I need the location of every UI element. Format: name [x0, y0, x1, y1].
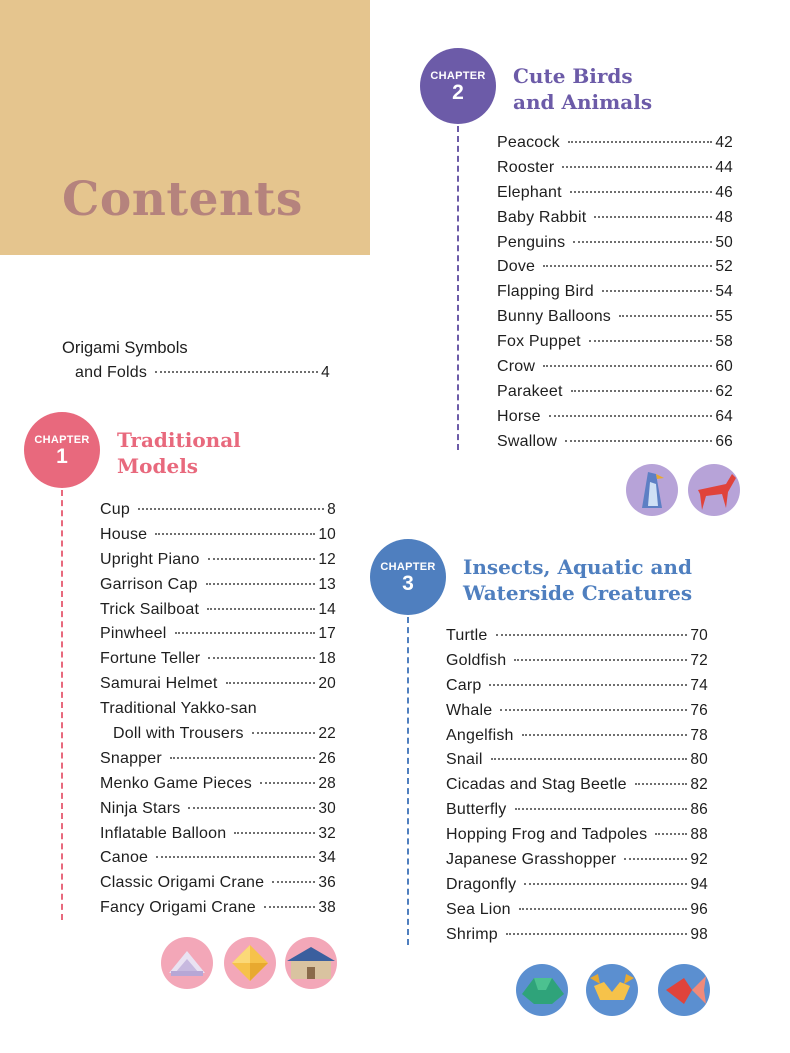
leader-dots	[155, 370, 318, 373]
chapter-word: CHAPTER	[430, 70, 486, 82]
toc-entry[interactable]	[100, 498, 336, 523]
leader-dots	[519, 907, 688, 910]
toc-entry[interactable]	[100, 697, 336, 722]
leader-dots	[515, 807, 688, 810]
samurai-helmet-icon	[161, 937, 213, 989]
toc-entry-label: Snapper	[100, 749, 162, 767]
toc-entry[interactable]	[497, 305, 733, 330]
toc-entry-page: 64	[715, 407, 733, 425]
leader-dots	[562, 165, 712, 168]
toc-entry[interactable]	[446, 898, 708, 923]
toc-entry-page: 50	[715, 233, 733, 251]
intro-page: 4	[321, 364, 330, 381]
toc-entry-page: 80	[690, 751, 708, 769]
toc-entry-label: Crow	[497, 358, 536, 376]
toc-entry[interactable]	[497, 231, 733, 256]
toc-entry-label: Dragonfly	[446, 875, 517, 893]
toc-entry-label: Upright Piano	[100, 550, 200, 568]
toc-entry-page: 60	[715, 358, 733, 376]
toc-entry-page: 74	[690, 676, 708, 694]
toc-entry-page: 96	[690, 900, 708, 918]
toc-entry-label: Turtle	[446, 627, 488, 644]
toc-entry-page: 58	[715, 333, 733, 351]
toc-entry-label: Swallow	[497, 432, 558, 450]
toc-entry-page: 38	[318, 899, 336, 917]
leader-dots	[234, 831, 315, 834]
pinwheel-icon	[224, 937, 276, 989]
toc-entry-page: 10	[318, 525, 336, 543]
toc-entry[interactable]	[497, 280, 733, 305]
intro-entry[interactable]	[62, 336, 330, 386]
toc-entry-label: Peacock	[497, 134, 560, 151]
toc-entry-label: Elephant	[497, 183, 562, 201]
toc-entry-page: 62	[715, 382, 733, 400]
leader-dots	[543, 264, 712, 267]
toc-entry[interactable]	[497, 430, 733, 455]
house-icon	[285, 937, 337, 989]
toc-entry-page: 94	[690, 875, 708, 893]
leader-dots	[602, 289, 712, 292]
chapter-2-title	[513, 63, 652, 115]
toc-entry-label: Traditional Yakko-san	[100, 700, 257, 718]
toc-entry-page: 17	[318, 625, 336, 643]
toc-entry-label: Baby Rabbit	[497, 208, 587, 226]
toc-entry[interactable]	[100, 672, 336, 697]
toc-entry-label: Hopping Frog and Tadpoles	[446, 826, 648, 844]
toc-entry-page: 26	[318, 749, 336, 767]
toc-entry-label: Bunny Balloons	[497, 308, 611, 326]
chapter-number: 3	[402, 572, 414, 595]
chapter-3-badge	[370, 539, 446, 615]
chapter-1-list	[100, 498, 336, 921]
toc-entry[interactable]	[446, 773, 708, 798]
toc-entry[interactable]	[446, 848, 708, 873]
leader-dots	[500, 708, 687, 711]
leader-dots	[571, 389, 713, 392]
leader-dots	[208, 557, 316, 560]
leader-dots	[524, 882, 687, 885]
leader-dots	[489, 683, 687, 686]
chapter-title-line2: and Animals	[513, 90, 653, 114]
leader-dots	[207, 607, 315, 610]
leader-dots	[272, 880, 315, 883]
leader-dots	[565, 439, 712, 442]
leader-dots	[206, 582, 316, 585]
leader-dots	[155, 532, 315, 535]
toc-entry[interactable]	[446, 699, 708, 724]
toc-entry[interactable]	[100, 822, 336, 847]
toc-entry-page: 14	[318, 600, 336, 618]
toc-entry[interactable]	[100, 548, 336, 573]
toc-entry-label: Fox Puppet	[497, 333, 581, 351]
chapter-word: CHAPTER	[380, 561, 436, 573]
goldfish-icon	[658, 964, 710, 1016]
toc-entry[interactable]	[446, 624, 708, 649]
leader-dots	[568, 140, 713, 143]
page-title: Contents	[62, 172, 303, 227]
toc-entry-label: Pinwheel	[100, 625, 167, 643]
toc-entry-page: 82	[690, 776, 708, 794]
toc-entry-label: Garrison Cap	[100, 575, 198, 593]
chapter-title-line1: Insects, Aquatic and	[463, 555, 692, 579]
toc-entry-page: 12	[318, 550, 336, 568]
toc-entry[interactable]	[497, 131, 733, 156]
toc-entry-label: Penguins	[497, 233, 566, 251]
leader-dots	[252, 731, 316, 734]
leader-dots	[496, 633, 688, 636]
toc-entry-label: Carp	[446, 676, 482, 694]
leader-dots	[170, 756, 315, 759]
toc-entry[interactable]	[497, 181, 733, 206]
chapter-1-line	[61, 490, 63, 920]
toc-entry[interactable]	[497, 255, 733, 280]
toc-entry-page: 46	[715, 183, 733, 201]
toc-entry-label: Sea Lion	[446, 900, 511, 918]
intro-label-line2: and Folds	[75, 364, 148, 381]
leader-dots	[226, 681, 316, 684]
leader-dots	[506, 932, 687, 935]
toc-entry-label: Parakeet	[497, 382, 563, 400]
toc-entry[interactable]	[446, 798, 708, 823]
leader-dots	[570, 190, 713, 193]
toc-entry-label: House	[100, 525, 148, 543]
toc-entry-label: Horse	[497, 407, 541, 425]
toc-entry-label: Samurai Helmet	[100, 675, 218, 693]
toc-entry[interactable]	[446, 873, 708, 898]
leader-dots	[175, 631, 316, 634]
toc-entry[interactable]	[497, 355, 733, 380]
toc-entry[interactable]	[100, 573, 336, 598]
toc-entry[interactable]	[100, 622, 336, 647]
toc-entry-label: Canoe	[100, 849, 149, 867]
leader-dots	[522, 733, 688, 736]
toc-entry-page: 18	[318, 650, 336, 668]
leader-dots	[635, 782, 688, 785]
toc-entry-page: 8	[327, 501, 336, 518]
toc-entry-page: 92	[690, 851, 708, 869]
toc-entry[interactable]	[100, 772, 336, 797]
toc-entry[interactable]	[100, 896, 336, 921]
leader-dots	[549, 414, 713, 417]
leader-dots	[514, 658, 687, 661]
toc-entry-page: 76	[690, 701, 708, 719]
toc-entry-label: Snail	[446, 751, 483, 769]
toc-entry-label: Fortune Teller	[100, 650, 201, 668]
leader-dots	[156, 855, 315, 858]
toc-entry-page: 20	[318, 675, 336, 693]
toc-entry[interactable]	[100, 523, 336, 548]
leader-dots	[208, 656, 315, 659]
leader-dots	[589, 339, 713, 342]
toc-entry[interactable]	[100, 647, 336, 672]
leader-dots	[594, 215, 712, 218]
toc-entry-label: Flapping Bird	[497, 283, 594, 301]
toc-entry-page: 32	[318, 824, 336, 842]
toc-entry-label: Classic Origami Crane	[100, 874, 265, 892]
chapter-number: 1	[56, 445, 68, 468]
toc-entry[interactable]	[497, 380, 733, 405]
toc-entry-page: 30	[318, 799, 336, 817]
leader-dots	[543, 364, 712, 367]
toc-entry[interactable]	[100, 871, 336, 896]
toc-entry[interactable]	[446, 724, 708, 749]
toc-entry-page: 52	[715, 258, 733, 276]
toc-entry-page: 34	[318, 849, 336, 867]
horse-icon	[688, 464, 740, 516]
toc-entry[interactable]	[497, 156, 733, 181]
chapter-number: 2	[452, 81, 464, 104]
toc-entry-label: Japanese Grasshopper	[446, 851, 617, 869]
chapter-3-title	[463, 554, 692, 606]
leader-dots	[573, 240, 712, 243]
toc-entry[interactable]	[446, 649, 708, 674]
toc-entry[interactable]	[446, 823, 708, 848]
toc-entry-label: Doll with Trousers	[113, 725, 244, 743]
toc-entry-label: Shrimp	[446, 925, 498, 943]
toc-entry-page: 88	[690, 826, 708, 844]
toc-entry-page: 36	[318, 874, 336, 892]
toc-entry-label: Butterfly	[446, 801, 507, 819]
chapter-1-badge	[24, 412, 100, 488]
chapter-1-title	[117, 427, 241, 479]
toc-entry-label: Rooster	[497, 158, 555, 176]
toc-entry[interactable]	[100, 747, 336, 772]
toc-entry-label: Ninja Stars	[100, 799, 181, 817]
intro-label-line1: Origami Symbols	[62, 339, 188, 357]
toc-entry-label: Whale	[446, 701, 493, 719]
leader-dots	[138, 507, 324, 510]
chapter-2-line	[457, 126, 459, 450]
leader-dots	[619, 314, 712, 317]
intro-row	[62, 361, 330, 386]
toc-entry[interactable]	[100, 598, 336, 623]
chapter-title-line2: Models	[117, 454, 199, 478]
penguin-icon	[626, 464, 678, 516]
toc-entry[interactable]	[497, 330, 733, 355]
toc-entry-label: Menko Game Pieces	[100, 774, 252, 792]
leader-dots	[624, 857, 687, 860]
chapter-3-line	[407, 617, 409, 945]
turtle-icon	[516, 964, 568, 1016]
toc-entry-label: Inflatable Balloon	[100, 824, 227, 842]
toc-entry[interactable]	[100, 797, 336, 822]
toc-entry-page: 66	[715, 432, 733, 450]
toc-entry-label: Cup	[100, 501, 130, 518]
toc-entry[interactable]	[100, 722, 336, 747]
toc-entry-label: Cicadas and Stag Beetle	[446, 776, 627, 794]
toc-entry[interactable]	[497, 405, 733, 430]
toc-entry-label: Fancy Origami Crane	[100, 899, 256, 917]
toc-entry[interactable]	[446, 748, 708, 773]
toc-entry-page: 54	[715, 283, 733, 301]
toc-entry[interactable]	[446, 674, 708, 699]
leader-dots	[260, 781, 315, 784]
chapter-2-list	[497, 131, 733, 455]
chapter-title-line1: Cute Birds	[513, 64, 633, 88]
toc-entry-page: 28	[318, 774, 336, 792]
toc-entry[interactable]	[446, 923, 708, 948]
toc-entry[interactable]	[100, 846, 336, 871]
toc-entry[interactable]	[497, 206, 733, 231]
toc-entry-page: 98	[690, 925, 708, 943]
chapter-3-list	[446, 624, 708, 948]
chapter-2-badge	[420, 48, 496, 124]
toc-entry-label: Angelfish	[446, 726, 514, 744]
toc-entry-page: 44	[715, 158, 733, 176]
chapter-title-line1: Traditional	[117, 428, 241, 452]
leader-dots	[491, 757, 688, 760]
leader-dots	[188, 806, 315, 809]
toc-entry-page: 48	[715, 208, 733, 226]
toc-entry-label: Goldfish	[446, 651, 507, 669]
toc-entry-page: 22	[318, 725, 336, 743]
leader-dots	[264, 905, 315, 908]
crab-icon	[586, 964, 638, 1016]
toc-entry-page: 86	[690, 801, 708, 819]
toc-entry-page: 55	[715, 308, 733, 326]
toc-entry-label: Dove	[497, 258, 536, 276]
toc-entry-page: 42	[715, 134, 733, 151]
toc-entry-page: 78	[690, 726, 708, 744]
chapter-word: CHAPTER	[34, 434, 90, 446]
toc-entry-page: 72	[690, 651, 708, 669]
toc-entry-label: Trick Sailboat	[100, 600, 200, 618]
leader-dots	[655, 832, 687, 835]
toc-entry-page: 70	[690, 627, 708, 644]
chapter-title-line2: Waterside Creatures	[463, 581, 693, 605]
toc-entry-page: 13	[318, 575, 336, 593]
